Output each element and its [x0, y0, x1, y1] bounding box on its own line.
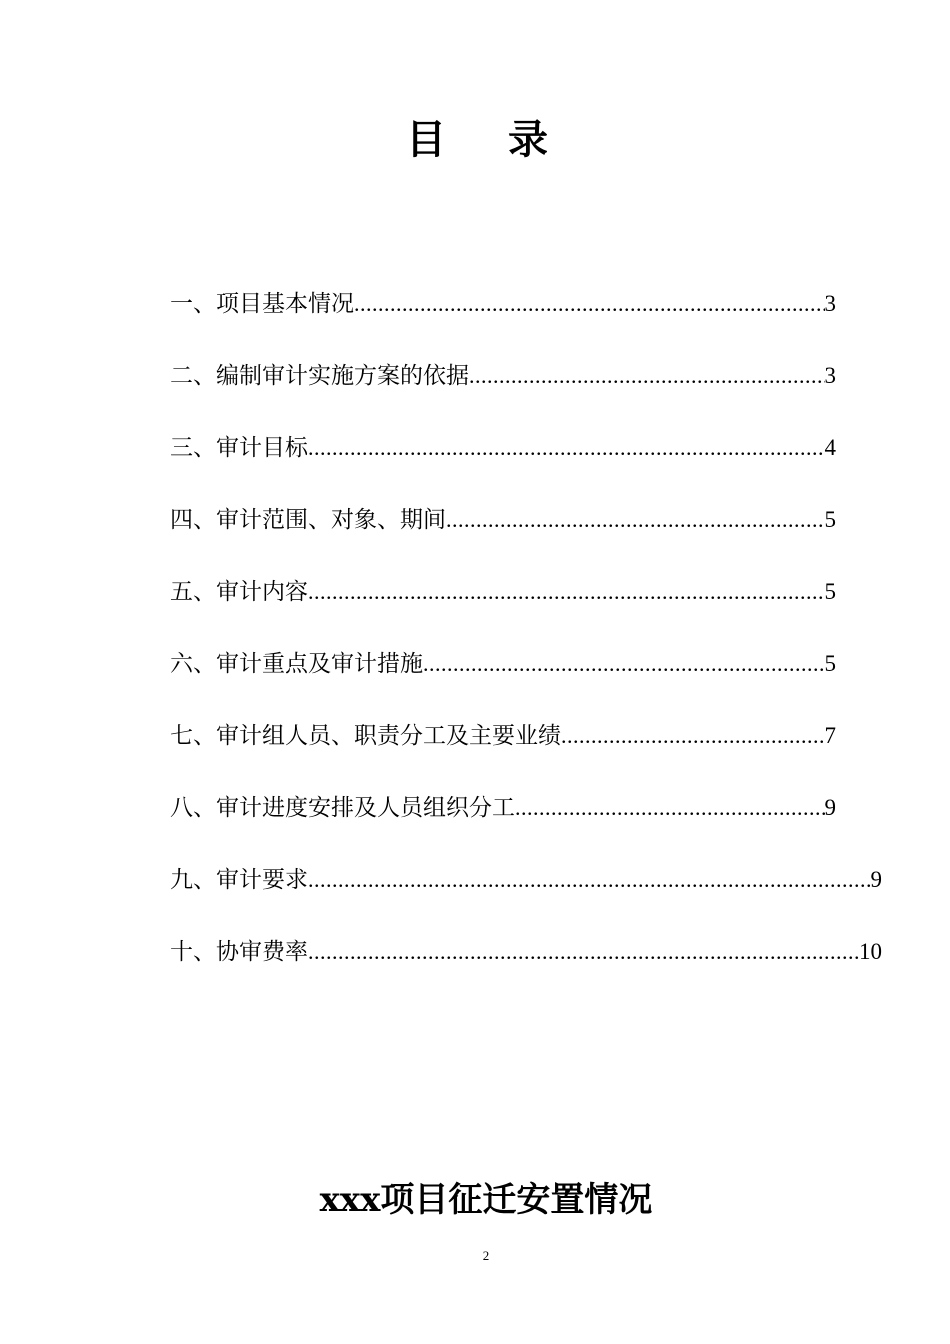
toc-entry-label: 九、审计要求: [170, 867, 308, 893]
toc-entry-page: 9: [870, 867, 882, 892]
dot-leader: [423, 644, 825, 684]
toc-entry[interactable]: [170, 428, 836, 468]
toc-entry-label: 七、审计组人员、职责分工及主要业绩: [170, 723, 561, 749]
toc-entry-page: 9: [824, 795, 836, 820]
toc-entry-label: 三、审计目标: [170, 435, 308, 461]
toc-entry-label: 二、编制审计实施方案的依据: [170, 363, 469, 389]
toc-entry[interactable]: [170, 932, 882, 972]
toc-entry-page: 10: [859, 939, 882, 964]
dot-leader: [308, 428, 825, 468]
toc-entry-label: 五、审计内容: [170, 579, 308, 605]
toc-entry[interactable]: [170, 788, 836, 828]
page-number: 2: [482, 1248, 490, 1263]
toc-entry[interactable]: [170, 356, 836, 396]
toc-entry-label: 八、审计进度安排及人员组织分工: [170, 795, 515, 821]
toc-entry-label: 一、项目基本情况: [170, 291, 354, 317]
toc-entry[interactable]: [170, 284, 836, 324]
toc-entry-page: 5: [824, 507, 836, 532]
dot-leader: [561, 716, 825, 756]
toc-entry-label: 六、审计重点及审计措施: [170, 651, 423, 677]
toc-entry-page: 5: [824, 579, 836, 604]
dot-leader: [354, 284, 825, 324]
toc-entry-label: 四、审计范围、对象、期间: [170, 507, 446, 533]
toc-title: 目 录: [406, 116, 572, 163]
toc-entry[interactable]: [170, 500, 836, 540]
dot-leader: [446, 500, 825, 540]
dot-leader: [469, 356, 825, 396]
toc-entry-page: 3: [824, 363, 836, 388]
toc-entry-page: 4: [824, 435, 836, 460]
toc-entry-page: 3: [824, 291, 836, 316]
dot-leader: [308, 860, 871, 900]
dot-leader: [308, 932, 859, 972]
toc-entry-page: 5: [824, 651, 836, 676]
toc-entry[interactable]: [170, 860, 882, 900]
toc-entry[interactable]: [170, 716, 836, 756]
toc-entry-page: 7: [824, 723, 836, 748]
section-heading: xxx项目征迁安置情况: [319, 1180, 653, 1220]
dot-leader: [515, 788, 825, 828]
toc-entry-label: 十、协审费率: [170, 939, 308, 965]
dot-leader: [308, 572, 825, 612]
toc-entry[interactable]: [170, 572, 836, 612]
toc-entry[interactable]: [170, 644, 836, 684]
